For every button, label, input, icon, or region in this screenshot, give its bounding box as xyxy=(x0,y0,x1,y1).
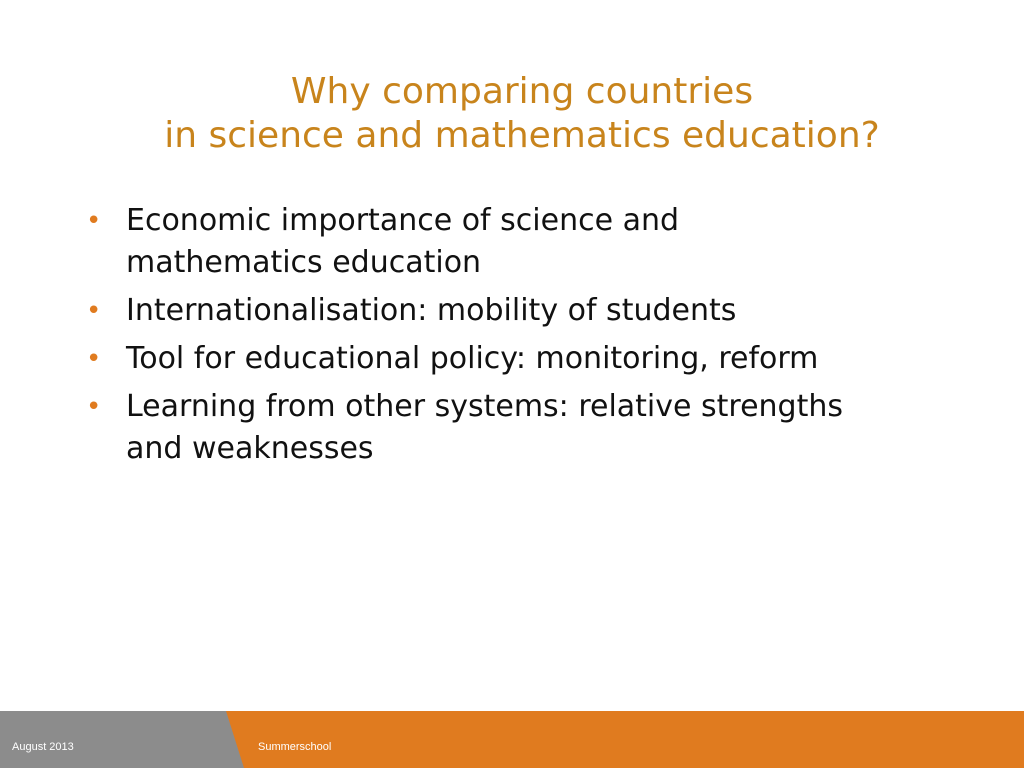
bullet-text-continued: mathematics education xyxy=(126,245,482,280)
bullet-text: Learning from other systems: relative strengths xyxy=(126,389,843,424)
footer-bar xyxy=(0,711,1024,768)
bullet-text: Tool for educational policy: monitoring, reform xyxy=(126,341,819,376)
bullet-marker: • xyxy=(86,344,102,374)
bullet-marker: • xyxy=(86,296,102,326)
slide-title-line-1: Why comparing countries xyxy=(290,71,754,112)
footer-date: August 2013 xyxy=(12,741,74,753)
bullet-list xyxy=(86,200,986,476)
slide-title-line-2: in science and mathematics education? xyxy=(164,115,880,156)
bullet-text: Internationalisation: mobility of students xyxy=(126,293,737,328)
footer-event-name: Summerschool xyxy=(258,741,332,753)
bullet-marker: • xyxy=(86,392,102,422)
bullet-text-continued: and weaknesses xyxy=(126,431,374,466)
bullet-item-policy-tool xyxy=(86,338,986,380)
bullet-item-economic-importance xyxy=(86,200,986,284)
bullet-item-learning-from-systems xyxy=(86,386,986,470)
bullet-item-internationalisation xyxy=(86,290,986,332)
bullet-marker: • xyxy=(86,206,102,236)
slide-title xyxy=(0,70,1024,158)
bullet-text: Economic importance of science and xyxy=(126,203,680,238)
